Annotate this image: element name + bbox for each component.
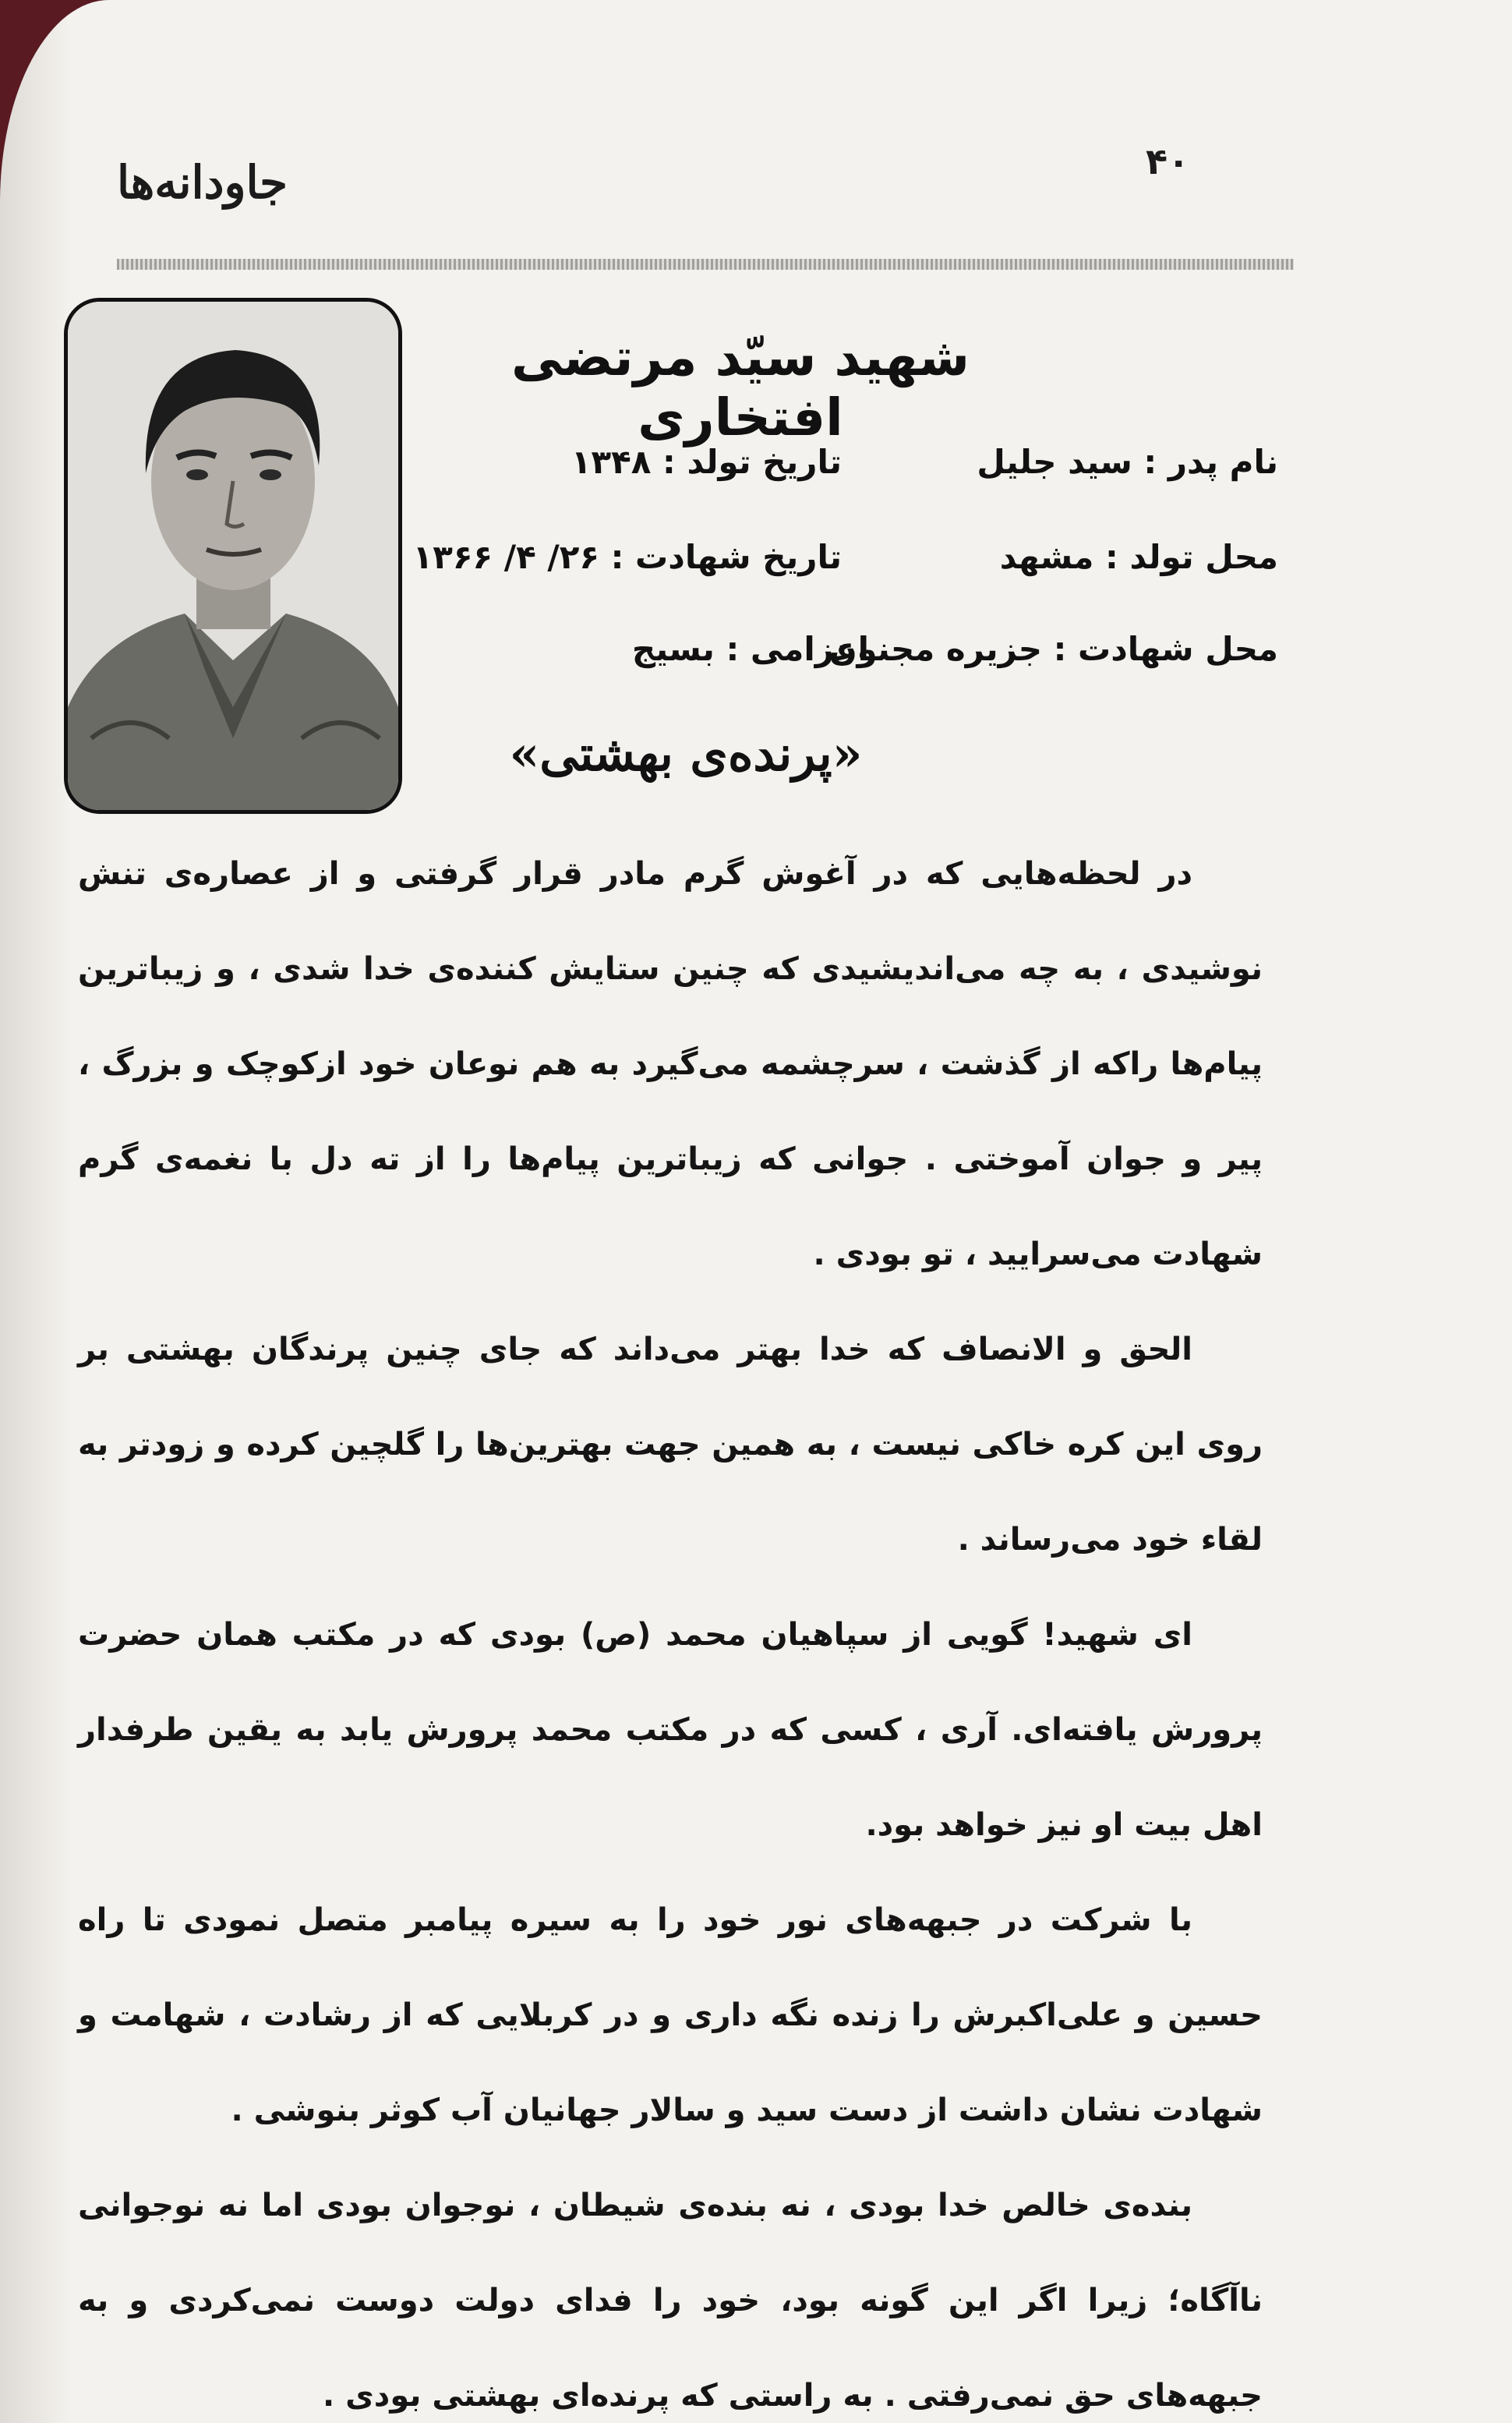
martyr-name: شهید سیّد مرتضی افتخاری: [511, 327, 970, 447]
paragraph: بنده‌ی خالص خدا بودی ، نه بنده‌ی شیطان ، نوجوان بودی اما نه نوجوانی ناآگاه؛ زیرا اگر این گونه بود، خود را فدای دولت دوست نمی‌کردی و به جبهه‌های حق نمی‌رفتی . به راستی که پرنده‌ای بهشتی بودی .: [78, 2188, 1263, 2414]
portrait-photo-icon: [68, 302, 398, 810]
martyrdom-place: محل شهادت : جزیره مجنون: [828, 630, 1278, 668]
tribute-text: [78, 826, 1263, 2423]
page-number: ۴۰: [1146, 140, 1190, 182]
paragraph: با شرکت در جبهه‌های نور خود را به سیره پیامبر متصل نمودی تا راه حسین و علی‌اکبرش را زنده نگه داری و در کربلایی که از رشادت ، شهامت و شهادت نشان داشت از دست سید و سالار جهانیان آب کوثر بنوشی .: [78, 1902, 1263, 2128]
father-name: نام پدر : سید جلیل: [977, 443, 1278, 481]
section-subtitle: «پرنده‌ی بهشتی»: [509, 725, 863, 782]
paragraph: الحق و الانصاف که خدا بهتر می‌داند که جای چنین پرندگان بهشتی بر روی این کره خاکی نیست ، به همین جهت بهترین‌ها را گلچین کرده و زودتر به لقاء خود می‌رساند .: [78, 1332, 1263, 1558]
martyr-photo: [64, 298, 402, 814]
birth-date: تاریخ تولد : ۱۳۴۸: [571, 443, 842, 481]
page-curl-shadow: [0, 0, 70, 2423]
series-title: جاودانه‌ها: [117, 156, 288, 209]
paragraph: در لحظه‌هایی که در آغوش گرم مادر قرار گرفتی و از عصاره‌ی تنش نوشیدی ، به چه می‌اندیشیدی که چنین ستایش کننده‌ی خدا شدی ، و زیباترین پیام‌ها راکه از گذشت ، سرچشمه می‌گیرد به هم نوعان خود ازکوچک و بزرگ ، پیر و جوان آموختی . جوانی که زیباترین پیام‌ها را از ته دل با نغمه‌ی گرم شهادت می‌سرایید ، تو بودی .: [78, 856, 1263, 1272]
header-divider: [117, 259, 1294, 270]
birth-place: محل تولد : مشهد: [999, 538, 1278, 576]
paragraph: ای شهید! گویی از سپاهیان محمد (ص) بودی که در مکتب همان حضرت پرورش یافته‌ای. آری ، کسی که در مکتب محمد پرورش یابد به یقین طرفدار اهل بیت او نیز خواهد بود.: [78, 1617, 1263, 1843]
deployment-type: اعزامی : بسیج: [631, 630, 869, 668]
martyrdom-date: تاریخ شهادت : ۲۶/ ۴/ ۱۳۶۶: [412, 538, 842, 576]
